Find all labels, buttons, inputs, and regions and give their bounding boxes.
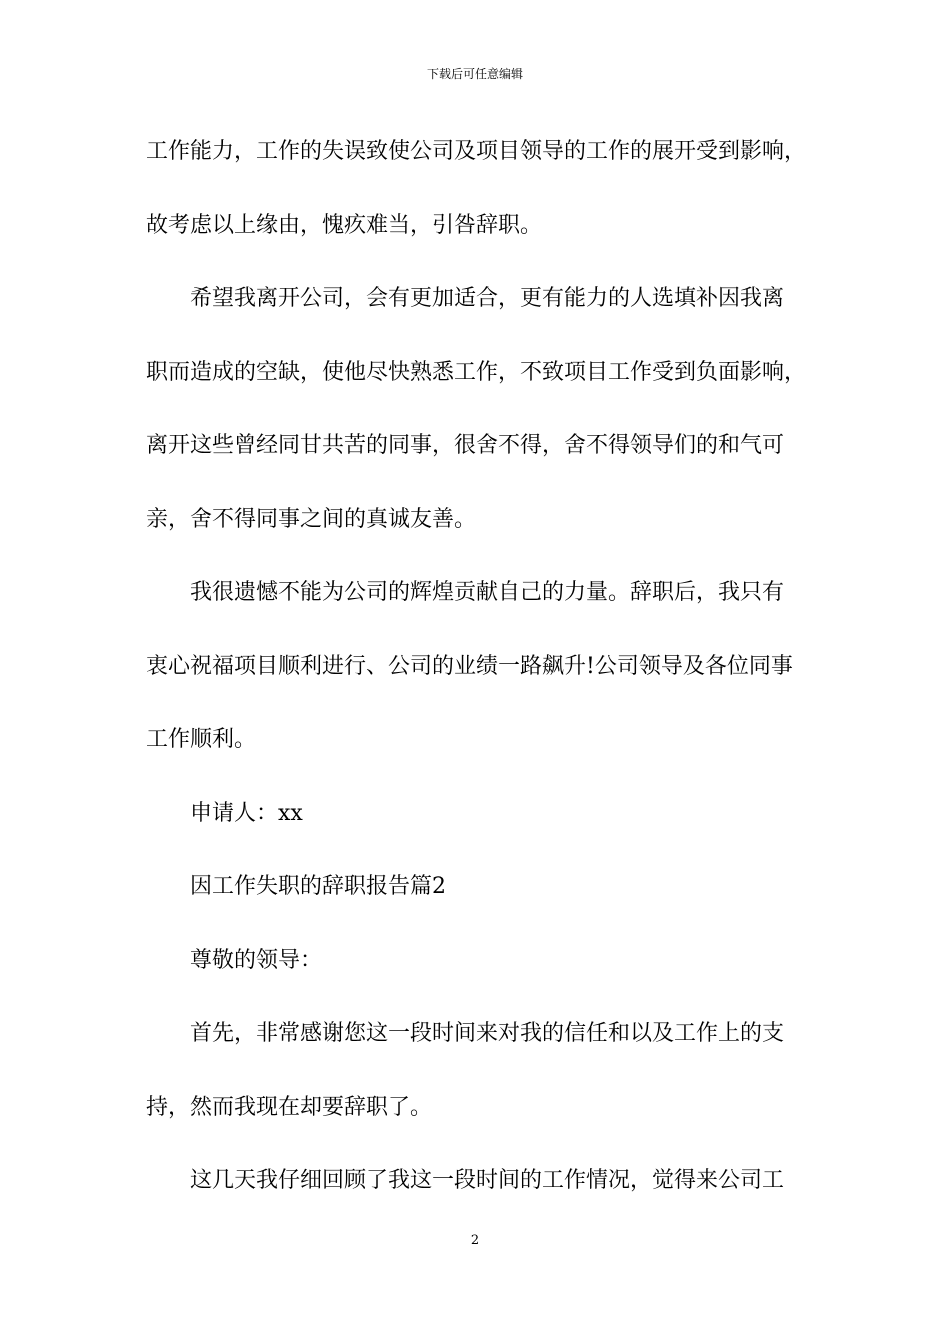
document-body xyxy=(146,130,846,1233)
text-line: 首先，非常感谢您这一段时间来对我的信任和以及工作上的支 xyxy=(190,1021,785,1046)
text-line: 亲，舍不得同事之间的真诚友善。 xyxy=(146,506,477,532)
text-line: 故考虑以上缘由，愧疚难当，引咎辞职。 xyxy=(146,212,543,238)
page-header: 下载后可任意编辑 xyxy=(426,67,523,81)
section-title: 因工作失职的辞职报告篇2 xyxy=(190,874,446,899)
text-line: 我很遗憾不能为公司的辉煌贡献自己的力量。辞职后，我只有 xyxy=(190,580,785,605)
text-line: 离开这些曾经同甘共苦的同事，很舍不得，舍不得领导们的和气可 xyxy=(146,433,785,458)
text-line: 工作顺利。 xyxy=(146,727,257,752)
text-line: 衷心祝福项目顺利进行、公司的业绩一路飙升!公司领导及各位同事 xyxy=(146,653,793,679)
text-line: 工作能力，工作的失误致使公司及项目领导的工作的展开受到影响， xyxy=(146,139,807,164)
text-line: 职而造成的空缺，使他尽快熟悉工作，不致项目工作受到负面影响， xyxy=(146,359,807,385)
text-line: 希望我离开公司，会有更加适合，更有能力的人选填补因我离 xyxy=(190,286,785,311)
page-number: 2 xyxy=(470,1233,480,1248)
text-line: 这几天我仔细回顾了我这一段时间的工作情况，觉得来公司工 xyxy=(190,1168,785,1193)
signature-line: 申请人：xx xyxy=(190,800,303,826)
salutation: 尊敬的领导： xyxy=(190,947,323,973)
text-line: 持，然而我现在却要辞职了。 xyxy=(146,1094,433,1120)
